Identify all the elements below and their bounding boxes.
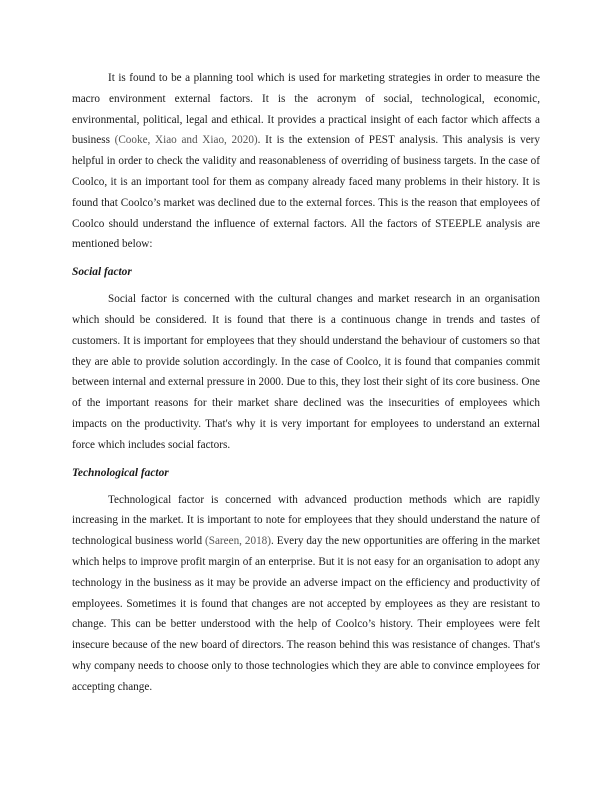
intro-text-start: It is found to be a planning tool which is used for marketing strategies in order to measure the macro environment external factors. It is the acronym of social, technological, economic, environmental, political, legal and ethical. It provides a practical insight of each factor which affects a business [72, 72, 540, 147]
citation-sareen: (Sareen, 2018) [205, 535, 271, 548]
technological-factor-paragraph [72, 490, 540, 698]
document-page [72, 68, 540, 698]
social-factor-paragraph: Social factor is concerned with the cultural changes and market research in an organisation which should be considered. It is found that there is a continuous change in trends and tastes of customers. It is important for employees that they should understand the behaviour of customers so that they are able to provide solution accordingly. In the case of Coolco, it is found that companies commit between internal and external pressure in 2000. Due to this, they lost their sight of its core business. One of the important reasons for their market share declined was the insecurities of employees which impacts on the productivity. That's why it is very important for employees to understand an external force which includes social factors. [72, 293, 540, 451]
technological-text-start: Technological factor is concerned with advanced production methods which are rapidly increasing in the market. It is important to note for employees that they should understand the nature of technological business world [72, 493, 540, 548]
citation-cooke: (Cooke, Xiao and Xiao, 2020) [114, 134, 258, 147]
technological-factor-heading: Technological factor [72, 466, 169, 479]
social-factor-heading: Social factor [72, 266, 132, 279]
technological-text-end: . Every day the new opportunities are offering in the market which helps to improve profit margin of an enterprise. But it is not easy for an organisation to adopt any technology in the business as it may be provide an adverse impact on the efficiency and productivity of employees. Sometimes it is found that changes are not accepted by employees as they are resistant to change. This can be better understood with the help of Coolco’s history. Their employees were felt insecure because of the new board of directors. The reason behind this was resistance of changes. That's why company needs to choose only to those technologies which they are able to convince employees for accepting change. [72, 535, 541, 693]
intro-text-end: . It is the extension of PEST analysis. This analysis is very helpful in order to check the validity and reasonableness of overriding of business targets. In the case of Coolco, it is an important tool for them as company already faced many problems in their history. It is found that Coolco’s market was declined due to the external forces. This is the reason that employees of Coolco should understand the influence of external factors. All the factors of STEEPLE analysis are mentioned below: [72, 134, 540, 251]
intro-paragraph [72, 68, 540, 255]
